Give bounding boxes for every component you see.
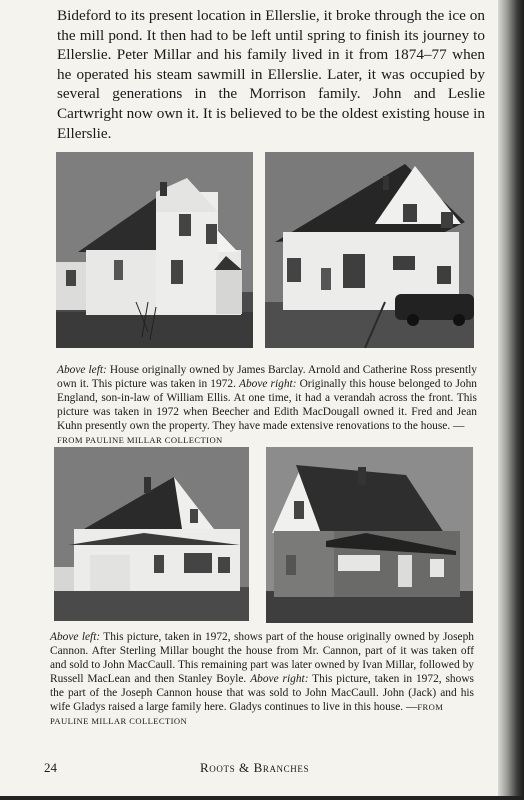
caption-bottom-right-label: Above right: [250,673,309,685]
page-binding-edge [498,0,524,800]
caption-bottom-credit-inline: FROM [417,702,444,712]
photo-barclay-house [56,152,253,348]
page-number: 24 [44,760,57,775]
caption-bottom-left-label: Above left: [50,631,101,643]
caption-top-left-label: Above left: [57,364,107,376]
caption-bottom-right-text: This picture, taken in 1972, shows the part of the Joseph Cannon house that was sold to John MacCaull. John (Jack) and his wife Gladys raised a large family here. Gladys continues to live in this house. — [50,673,474,713]
caption-top [57,363,477,447]
body-paragraph: Bideford to its present location in Ellerslie, it broke through the ice on the mill pond. It then had to be left until spring to finish its journey to Ellerslie. Peter Millar and his family lived in it from 1874–77 when he operated his steam sawmill in Ellerslie. Later, it was occupied by several generations in the Morrison family. John and Leslie Cartwright now own it. It is believed to be the oldest existing house in Ellerslie. [57,7,485,142]
caption-top-left-text: House originally owned by James Barclay. Arnold and Catherine Ross presently own it. This picture was taken in 1972. [57,364,477,390]
running-footer-title: Roots & Branches [200,760,310,775]
photo-cannon-house-remaining [54,447,249,621]
photo-maccaull-house [266,447,473,623]
photo-england-house [265,152,474,348]
caption-bottom [50,630,474,728]
caption-top-right-text: Originally this house belonged to John England, son-in-law of William Ellis. At one time, it had a verandah across the front. This picture was taken in 1972 when Beecher and Edith MacDougall owned it. Fred and Jean Kuhn presently own the property. They have made extensive renovations to the house. — [57,378,477,432]
caption-bottom-left-text: This picture, taken in 1972, shows part of the house originally owned by Joseph Cannon. After Sterling Millar bought the house from Mr. Cannon, part of it was taken off and sold to John MacCaull. This remaining part was later owned by Ivan Millar, followed by Russell MacLean and then Stanley Boyle. [50,631,474,685]
caption-bottom-credit: PAULINE MILLAR COLLECTION [50,716,188,726]
caption-top-credit: FROM PAULINE MILLAR COLLECTION [57,435,223,445]
caption-top-right-label: Above right: [239,378,297,390]
page-bottom-edge [0,796,524,800]
